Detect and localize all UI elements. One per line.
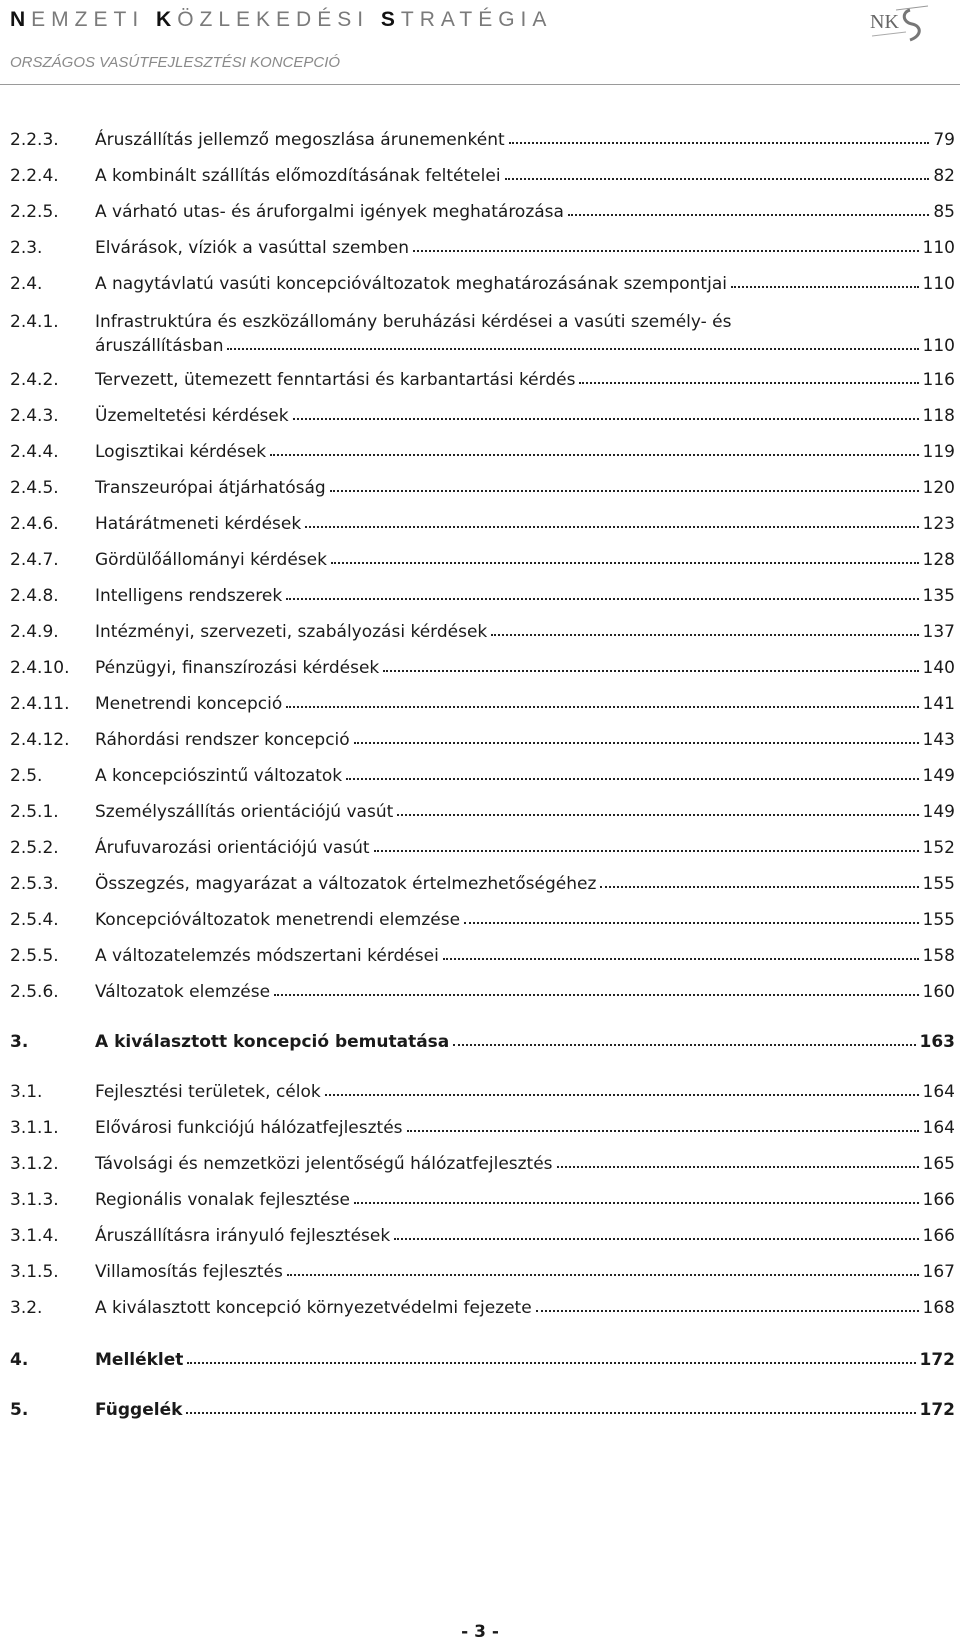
toc-entry-title: Határátmeneti kérdések	[95, 514, 302, 534]
toc-entry-line	[95, 874, 955, 894]
toc-entry-page: 155	[922, 874, 955, 894]
toc-entry-number: 2.4.12.	[10, 730, 70, 750]
toc-entry-number: 2.4.	[10, 274, 43, 294]
toc-entry[interactable]	[0, 1400, 960, 1426]
toc-entry-line	[95, 586, 955, 606]
toc-entry-title: A koncepciószintű változatok	[95, 766, 343, 786]
toc-entry-number: 2.2.3.	[10, 130, 59, 150]
toc-entry-line	[95, 1400, 955, 1420]
document-subtitle: ORSZÁGOS VASÚTFEJLESZTÉSI KONCEPCIÓ	[10, 54, 341, 71]
dot-leader	[536, 1310, 919, 1312]
dot-leader	[579, 382, 918, 384]
toc-entry-line	[95, 1032, 955, 1052]
svg-text:NK: NK	[870, 11, 899, 33]
toc-entry[interactable]	[0, 442, 960, 468]
dot-leader	[286, 598, 918, 600]
toc-entry-line	[95, 946, 955, 966]
toc-entry-number: 2.5.4.	[10, 910, 59, 930]
toc-entry-page: 163	[919, 1032, 955, 1052]
toc-entry-page: 120	[922, 478, 955, 498]
document-series-title: NEMZETI KÖZLEKEDÉSI STRATÉGIA	[10, 8, 553, 31]
toc-entry-line	[95, 312, 955, 356]
toc-entry-number: 2.4.9.	[10, 622, 59, 642]
toc-entry[interactable]	[0, 1226, 960, 1252]
toc-entry-title: A kombinált szállítás előmozdításának feltételei	[95, 166, 501, 186]
header-divider	[0, 84, 960, 85]
dot-leader	[453, 1044, 915, 1046]
toc-entry-line	[95, 514, 955, 534]
toc-entry-number: 2.5.5.	[10, 946, 59, 966]
toc-entry-number: 2.4.11.	[10, 694, 70, 714]
dot-leader	[600, 886, 918, 888]
toc-entry-title: Villamosítás fejlesztés	[95, 1262, 283, 1282]
toc-entry-page: 123	[922, 514, 955, 534]
nks-logo	[866, 2, 936, 46]
toc-entry[interactable]	[0, 946, 960, 972]
toc-entry-number: 2.5.1.	[10, 802, 59, 822]
toc-entry-title: Árufuvarozási orientációjú vasút	[95, 838, 370, 858]
toc-entry-page: 116	[922, 370, 955, 390]
dot-leader	[568, 214, 929, 216]
toc-entry-line	[95, 370, 955, 390]
toc-entry-line	[95, 658, 955, 678]
toc-entry[interactable]	[0, 658, 960, 684]
toc-entry-number: 3.1.3.	[10, 1190, 59, 1210]
toc-entry[interactable]	[0, 1262, 960, 1288]
toc-entry-number: 2.5.2.	[10, 838, 59, 858]
toc-entry-page: 143	[922, 730, 955, 750]
dot-leader	[354, 1202, 919, 1204]
toc-entry[interactable]	[0, 238, 960, 264]
toc-entry[interactable]	[0, 202, 960, 228]
toc-entry-number: 2.4.2.	[10, 370, 59, 390]
toc-entry-title: A nagytávlatú vasúti koncepcióváltozatok meghatározásának szempontjai	[95, 274, 727, 294]
toc-entry-line	[95, 694, 955, 714]
toc-entry[interactable]	[0, 874, 960, 900]
dot-leader	[274, 994, 918, 996]
dot-leader	[325, 1094, 919, 1096]
toc-entry-page: 160	[922, 982, 955, 1002]
toc-entry-number: 2.4.4.	[10, 442, 59, 462]
dot-leader	[270, 454, 918, 456]
toc-entry-number: 2.5.3.	[10, 874, 59, 894]
toc-entry[interactable]	[0, 274, 960, 300]
toc-entry-line	[95, 478, 955, 498]
toc-entry-page: 140	[922, 658, 955, 678]
toc-entry[interactable]	[0, 766, 960, 792]
toc-entry-page: 135	[922, 586, 955, 606]
toc-entry-line	[95, 982, 955, 1002]
toc-entry[interactable]	[0, 550, 960, 576]
toc-entry-page: 137	[922, 622, 955, 642]
toc-entry-number: 2.4.5.	[10, 478, 59, 498]
toc-entry-number: 2.2.4.	[10, 166, 59, 186]
toc-entry-number: 5.	[10, 1400, 29, 1420]
toc-entry[interactable]	[0, 1298, 960, 1324]
dot-leader	[407, 1130, 919, 1132]
toc-entry-title: Elvárások, víziók a vasúttal szemben	[95, 238, 409, 258]
toc-entry-line	[95, 766, 955, 786]
toc-entry-title: Üzemeltetési kérdések	[95, 406, 289, 426]
toc-entry[interactable]	[0, 910, 960, 936]
toc-entry-title: Elővárosi funkciójú hálózatfejlesztés	[95, 1118, 403, 1138]
toc-entry-number: 2.4.6.	[10, 514, 59, 534]
dot-leader	[443, 958, 919, 960]
toc-entry-page: 152	[922, 838, 955, 858]
toc-entry-page: 172	[919, 1400, 955, 1420]
toc-entry[interactable]	[0, 1032, 960, 1058]
toc-entry-title: Gördülőállományi kérdések	[95, 550, 327, 570]
toc-entry-title: Intézményi, szervezeti, szabályozási kérdések	[95, 622, 488, 642]
dot-leader	[413, 250, 919, 252]
dot-leader	[305, 526, 918, 528]
toc-entry-page: 149	[922, 802, 955, 822]
dot-leader	[464, 922, 918, 924]
toc-entry-page: 128	[922, 550, 955, 570]
toc-entry-line	[95, 1082, 955, 1102]
toc-entry-title: Változatok elemzése	[95, 982, 271, 1002]
toc-entry-number: 3.1.	[10, 1082, 43, 1102]
toc-entry[interactable]	[0, 622, 960, 648]
toc-entry-page: 164	[922, 1118, 955, 1138]
page-number: - 3 -	[461, 1622, 499, 1642]
toc-entry-number: 2.4.3.	[10, 406, 59, 426]
dot-leader	[505, 178, 930, 180]
toc-entry[interactable]	[0, 586, 960, 612]
dot-leader	[383, 670, 918, 672]
toc-entry-line	[95, 442, 955, 462]
toc-entry-line	[95, 622, 955, 642]
toc-entry-line	[95, 130, 955, 150]
toc-entry-line	[95, 406, 955, 426]
toc-entry-number: 2.4.8.	[10, 586, 59, 606]
toc-entry-page: 168	[922, 1298, 955, 1318]
toc-entry-line	[95, 1262, 955, 1282]
toc-entry[interactable]	[0, 1190, 960, 1216]
toc-entry-page: 110	[922, 274, 955, 294]
dot-leader	[227, 348, 918, 350]
toc-entry-title: Transzeurópai átjárhatóság	[95, 478, 326, 498]
toc-entry-page: 141	[922, 694, 955, 714]
dot-leader	[346, 778, 918, 780]
dot-leader	[731, 286, 919, 288]
toc-entry-page: 155	[922, 910, 955, 930]
toc-entry-number: 2.4.10.	[10, 658, 70, 678]
toc-entry[interactable]	[0, 312, 960, 356]
toc-entry-title: Logisztikai kérdések	[95, 442, 267, 462]
toc-entry-title: Intelligens rendszerek	[95, 586, 283, 606]
dot-leader	[509, 142, 930, 144]
dot-leader	[330, 490, 919, 492]
dot-leader	[394, 1238, 918, 1240]
toc-entry-number: 2.2.5.	[10, 202, 59, 222]
toc-entry-line	[95, 730, 955, 750]
dot-leader	[331, 562, 919, 564]
toc-entry-number: 2.3.	[10, 238, 43, 258]
dot-leader	[491, 634, 918, 636]
toc-entry-page: 82	[933, 166, 955, 186]
toc-entry-line	[95, 910, 955, 930]
toc-entry-line	[95, 838, 955, 858]
toc-entry-title: Függelék	[95, 1400, 183, 1420]
toc-entry-page: 172	[919, 1350, 955, 1370]
toc-entry-title: Infrastruktúra és eszközállomány beruházási kérdései a vasúti személy- és	[95, 312, 732, 332]
toc-entry[interactable]	[0, 802, 960, 828]
toc-entry-page: 165	[922, 1154, 955, 1174]
toc-entry-line	[95, 238, 955, 258]
toc-entry[interactable]	[0, 478, 960, 504]
toc-entry-page: 149	[922, 766, 955, 786]
toc-entry-title: A várható utas- és áruforgalmi igények meghatározása	[95, 202, 564, 222]
toc-entry-title: Menetrendi koncepció	[95, 694, 283, 714]
toc-entry-title: A kiválasztott koncepció környezetvédelmi fejezete	[95, 1298, 532, 1318]
toc-entry-line	[95, 550, 955, 570]
toc-entry-number: 3.1.2.	[10, 1154, 59, 1174]
toc-entry-continuation	[95, 336, 955, 356]
toc-entry-title: Áruszállítás jellemző megoszlása árunemenként	[95, 130, 505, 150]
toc-entry-page: 158	[922, 946, 955, 966]
toc-entry-title: Fejlesztési területek, célok	[95, 1082, 321, 1102]
toc-entry[interactable]	[0, 370, 960, 396]
toc-entry-number: 3.2.	[10, 1298, 43, 1318]
dot-leader	[286, 706, 918, 708]
toc-entry-number: 3.	[10, 1032, 29, 1052]
toc-entry-page: 110	[922, 238, 955, 258]
toc-entry-line	[95, 274, 955, 294]
toc-entry-number: 4.	[10, 1350, 29, 1370]
toc-entry-page: 79	[933, 130, 955, 150]
toc-entry-number: 3.1.5.	[10, 1262, 59, 1282]
toc-entry-title: Távolsági és nemzetközi jelentőségű hálózatfejlesztés	[95, 1154, 553, 1174]
toc-entry-number: 2.5.6.	[10, 982, 59, 1002]
toc-entry-number: 3.1.1.	[10, 1118, 59, 1138]
toc-entry-line	[95, 1350, 955, 1370]
toc-entry[interactable]	[0, 166, 960, 192]
toc-entry[interactable]	[0, 730, 960, 756]
toc-entry-title: áruszállításban	[95, 336, 224, 356]
page-header	[0, 0, 960, 86]
toc-entry-page: 164	[922, 1082, 955, 1102]
toc-entry[interactable]	[0, 1082, 960, 1108]
dot-leader	[187, 1362, 915, 1364]
toc-entry-title: Melléklet	[95, 1350, 184, 1370]
toc-entry-line	[95, 802, 955, 822]
dot-leader	[557, 1166, 919, 1168]
toc-entry-page: 85	[933, 202, 955, 222]
dot-leader	[287, 1274, 919, 1276]
toc-entry[interactable]	[0, 514, 960, 540]
toc-entry-title: A kiválasztott koncepció bemutatása	[95, 1032, 450, 1052]
toc-entry-title: Összegzés, magyarázat a változatok értelmezhetőségéhez	[95, 874, 597, 894]
dot-leader	[397, 814, 918, 816]
toc-entry-line	[95, 1190, 955, 1210]
toc-entry[interactable]	[0, 694, 960, 720]
dot-leader	[293, 418, 919, 420]
dot-leader	[374, 850, 919, 852]
toc-entry-number: 2.4.7.	[10, 550, 59, 570]
toc-entry-title: Koncepcióváltozatok menetrendi elemzése	[95, 910, 461, 930]
toc-entry[interactable]	[0, 1154, 960, 1180]
toc-entry-page: 119	[922, 442, 955, 462]
toc-entry-title: Áruszállításra irányuló fejlesztések	[95, 1226, 391, 1246]
toc-entry[interactable]	[0, 406, 960, 432]
toc-entry-line	[95, 1154, 955, 1174]
toc-entry[interactable]	[0, 838, 960, 864]
toc-entry-page: 110	[922, 336, 955, 356]
toc-entry[interactable]	[0, 1350, 960, 1376]
dot-leader	[186, 1412, 915, 1414]
toc-entry-line	[95, 202, 955, 222]
toc-entry-page: 166	[922, 1226, 955, 1246]
dot-leader	[354, 742, 919, 744]
toc-entry-line	[95, 1118, 955, 1138]
toc-entry-page: 167	[922, 1262, 955, 1282]
toc-entry-number: 2.5.	[10, 766, 43, 786]
toc-entry-number: 2.4.1.	[10, 312, 59, 332]
toc-entry-line	[95, 1298, 955, 1318]
toc-entry-title: Regionális vonalak fejlesztése	[95, 1190, 350, 1210]
toc-entry[interactable]	[0, 1118, 960, 1144]
toc-entry-title: A változatelemzés módszertani kérdései	[95, 946, 439, 966]
toc-entry-page: 166	[922, 1190, 955, 1210]
toc-entry-line	[95, 1226, 955, 1246]
toc-entry-title: Személyszállítás orientációjú vasút	[95, 802, 394, 822]
toc-entry-number: 3.1.4.	[10, 1226, 59, 1246]
toc-entry-line	[95, 166, 955, 186]
toc-entry[interactable]	[0, 130, 960, 156]
toc-entry[interactable]	[0, 982, 960, 1008]
toc-entry-title: Ráhordási rendszer koncepció	[95, 730, 350, 750]
toc-entry-title: Pénzügyi, finanszírozási kérdések	[95, 658, 380, 678]
toc-entry-title: Tervezett, ütemezett fenntartási és karbantartási kérdés	[95, 370, 576, 390]
toc-entry-page: 118	[922, 406, 955, 426]
